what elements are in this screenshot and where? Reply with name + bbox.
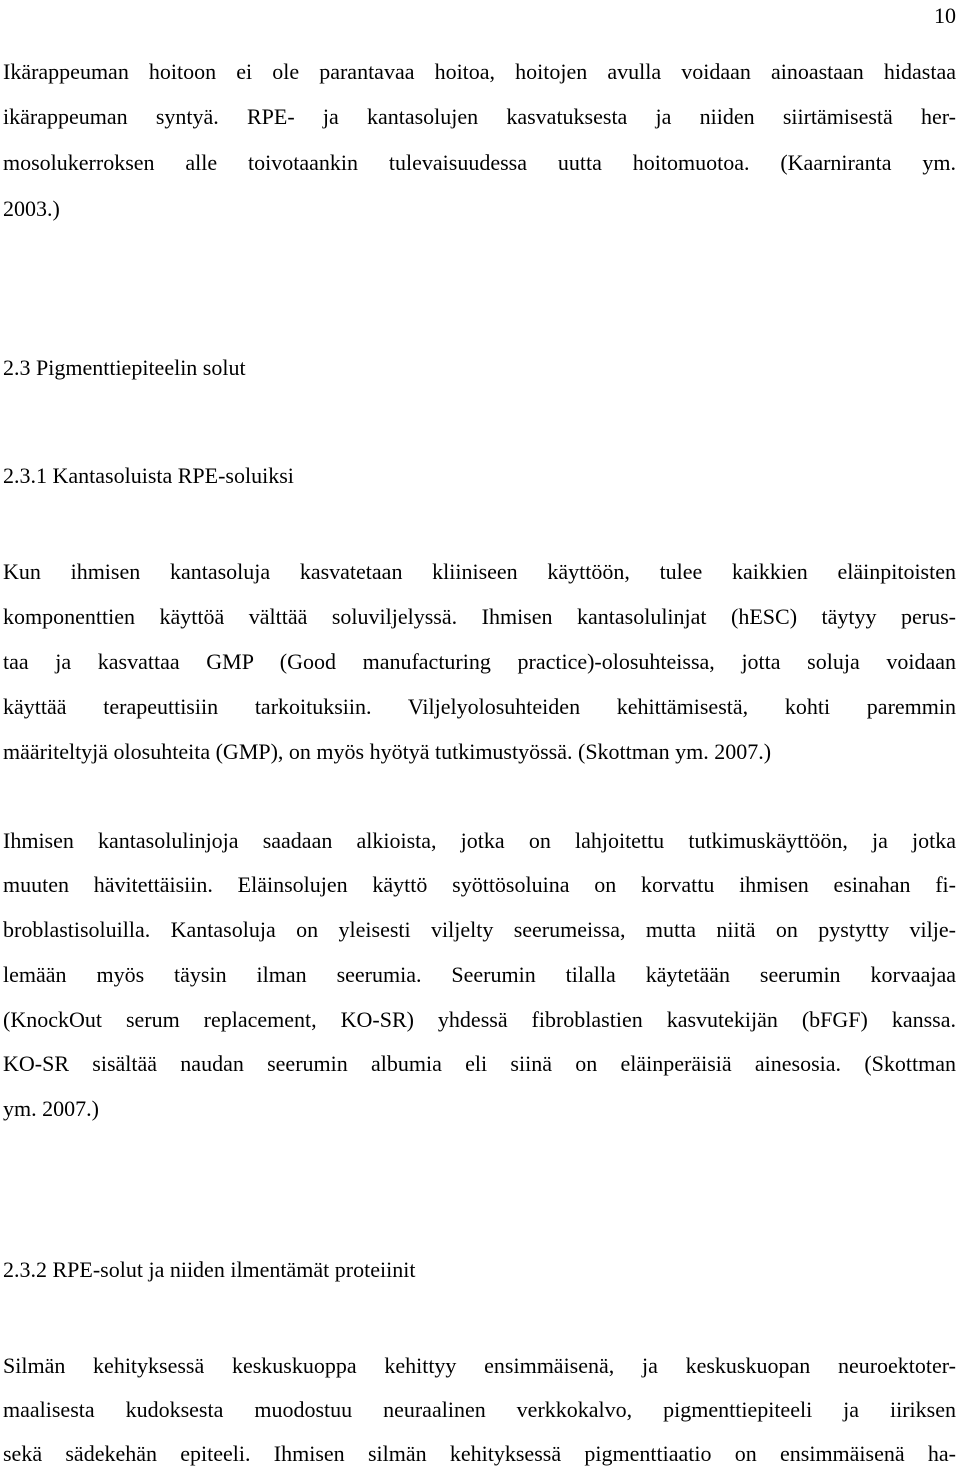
section-heading-2-3-2: 2.3.2 RPE-solut ja niiden ilmentämät proteiinit <box>3 1257 416 1282</box>
paragraph-2-line-1: Kun ihmisen kantasoluja kasvatetaan kliiniseen käyttöön, tulee kaikkien eläinpitoisten <box>3 559 956 584</box>
paragraph-2-line-2: komponenttien käyttöä välttää soluviljelyssä. Ihmisen kantasolulinjat (hESC) täytyy perus- <box>3 604 956 629</box>
paragraph-2-line-4: käyttää terapeuttisiin tarkoituksiin. Viljelyolosuhteiden kehittämisestä, kohti paremmin <box>3 694 956 719</box>
paragraph-1-line-2: ikärappeuman syntyä. RPE- ja kantasolujen kasvatuksesta ja niiden siirtämisestä her- <box>3 104 956 129</box>
paragraph-1-line-4: 2003.) <box>3 196 60 221</box>
paragraph-1-line-1: Ikärappeuman hoitoon ei ole parantavaa hoitoa, hoitojen avulla voidaan ainoastaan hidastaa <box>3 59 956 84</box>
paragraph-3-line-6: KO-SR sisältää naudan seerumin albumia eli siinä on eläinperäisiä ainesosia. (Skottman <box>3 1051 956 1076</box>
paragraph-3-line-2: muuten hävitettäisiin. Eläinsolujen käyttö syöttösoluina on korvattu ihmisen esinahan fi- <box>3 872 956 897</box>
section-heading-2-3-1: 2.3.1 Kantasoluista RPE-soluiksi <box>3 463 294 488</box>
paragraph-4-line-3: sekä sädekehän epiteeli. Ihmisen silmän kehityksessä pigmenttiaatio on ensimmäisenä ha- <box>3 1441 956 1466</box>
paragraph-4-line-2: maalisesta kudoksesta muodostuu neuraalinen verkkokalvo, pigmenttiepiteeli ja iiriksen <box>3 1397 956 1422</box>
paragraph-3-line-3: broblastisoluilla. Kantasoluja on yleisesti viljelty seerumeissa, mutta niitä on pystytty vilje- <box>3 917 956 942</box>
page-number: 10 <box>934 3 956 28</box>
paragraph-3-line-7: ym. 2007.) <box>3 1096 99 1121</box>
paragraph-3-line-5: (KnockOut serum replacement, KO-SR) yhdessä fibroblastien kasvutekijän (bFGF) kanssa. <box>3 1007 956 1032</box>
paragraph-2-line-5: määriteltyjä olosuhteita (GMP), on myös hyötyä tutkimustyössä. (Skottman ym. 2007.) <box>3 739 772 764</box>
paragraph-3-line-1: Ihmisen kantasolulinjoja saadaan alkioista, jotka on lahjoitettu tutkimuskäyttöön, ja jotka <box>3 828 956 853</box>
section-heading-2-3: 2.3 Pigmenttiepiteelin solut <box>3 355 246 380</box>
paragraph-3-line-4: lemään myös täysin ilman seerumia. Seerumin tilalla käytetään seerumin korvaajaa <box>3 962 956 987</box>
paragraph-2-line-3: taa ja kasvattaa GMP (Good manufacturing practice)-olosuhteissa, jotta soluja voidaan <box>3 649 956 674</box>
paragraph-1-line-3: mosolukerroksen alle toivotaankin tulevaisuudessa uutta hoitomuotoa. (Kaarniranta ym. <box>3 150 956 175</box>
paragraph-4-line-1: Silmän kehityksessä keskuskuoppa kehittyy ensimmäisenä, ja keskuskuopan neuroektoter- <box>3 1353 956 1378</box>
